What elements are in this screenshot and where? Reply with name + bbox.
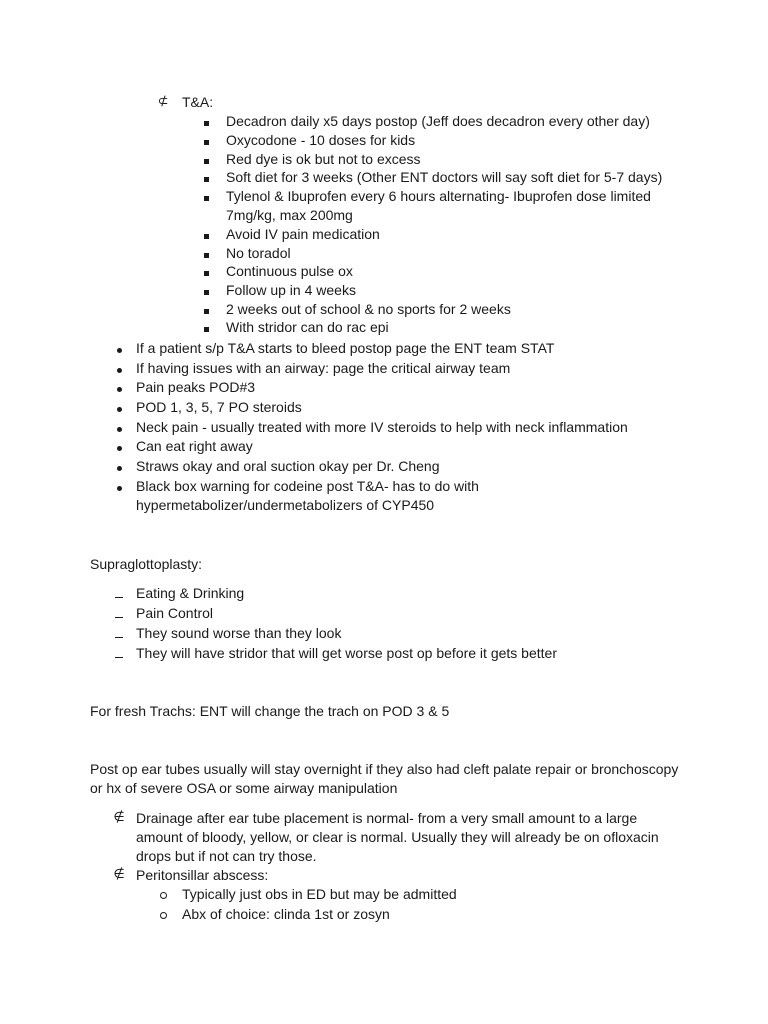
list-item-continuation: 7mg/kg, max 200mg — [226, 207, 353, 223]
list-item: Can eat right away — [136, 438, 253, 454]
list-item: They sound worse than they look — [136, 625, 342, 641]
list-item: Drainage after ear tube placement is normal- from a very small amount to a large — [136, 810, 638, 826]
list-item: 2 weeks out of school & no sports for 2 weeks — [226, 301, 511, 317]
list-item: Eating & Drinking — [136, 585, 245, 601]
list-item: Straws okay and oral suction okay per Dr. Cheng — [136, 458, 440, 474]
list-item: Oxycodone - 10 doses for kids — [226, 132, 416, 148]
square-bullet-icon — [199, 225, 213, 243]
list-item: POD 1, 3, 5, 7 PO steroids — [136, 399, 302, 415]
square-bullet-icon — [199, 300, 213, 318]
round-bullet-icon — [112, 359, 126, 377]
dash-bullet-icon — [112, 644, 126, 662]
ta-heading: T&A: — [182, 94, 214, 110]
list-item: Abx of choice: clinda 1st or zosyn — [182, 906, 390, 922]
trachs-paragraph: For fresh Trachs: ENT will change the trach on POD 3 & 5 — [90, 703, 450, 719]
ear-tubes-paragraph: Post op ear tubes usually will stay overnight if they also had cleft palate repair or bronchoscopy — [90, 761, 679, 777]
list-item: If having issues with an airway: page the critical airway team — [136, 360, 511, 376]
list-item: Pain peaks POD#3 — [136, 379, 256, 395]
round-bullet-icon — [112, 437, 126, 455]
list-item: Decadron daily x5 days postop (Jeff does decadron every other day) — [226, 113, 650, 129]
not-element-bullet-icon: ∉ — [113, 867, 125, 882]
round-bullet-icon — [112, 378, 126, 396]
list-item: Typically just obs in ED but may be admitted — [182, 886, 457, 902]
circle-bullet-icon — [156, 885, 170, 903]
round-bullet-icon — [112, 398, 126, 416]
list-item: With stridor can do rac epi — [226, 319, 389, 335]
round-bullet-icon — [112, 418, 126, 436]
dash-bullet-icon — [112, 584, 126, 602]
section-heading: Supraglottoplasty: — [90, 556, 203, 572]
list-item: Black box warning for codeine post T&A- has to do with — [136, 478, 479, 494]
square-bullet-icon — [199, 318, 213, 336]
list-item-continuation: amount of bloody, yellow, or clear is normal. Usually they will already be on ofloxacin — [136, 829, 659, 845]
list-item-continuation: drops but if not can try those. — [136, 848, 317, 864]
list-item: Tylenol & Ibuprofen every 6 hours alternating- Ibuprofen dose limited — [226, 188, 651, 204]
ta-marker: ⊄ — [157, 94, 169, 109]
list-item: Peritonsillar abscess: — [136, 867, 269, 883]
square-bullet-icon — [199, 112, 213, 130]
square-bullet-icon — [199, 131, 213, 149]
square-bullet-icon — [199, 168, 213, 186]
list-item: Red dye is ok but not to excess — [226, 151, 421, 167]
dash-bullet-icon — [112, 604, 126, 622]
list-item: They will have stridor that will get worse post op before it gets better — [136, 645, 557, 661]
square-bullet-icon — [199, 281, 213, 299]
list-item: Avoid IV pain medication — [226, 226, 380, 242]
square-bullet-icon — [199, 262, 213, 280]
circle-bullet-icon — [156, 905, 170, 923]
square-bullet-icon — [199, 187, 213, 205]
square-bullet-icon — [199, 244, 213, 262]
list-item: No toradol — [226, 245, 291, 261]
list-item: Soft diet for 3 weeks (Other ENT doctors will say soft diet for 5-7 days) — [226, 169, 663, 185]
list-item: Continuous pulse ox — [226, 263, 353, 279]
not-element-bullet-icon: ∉ — [113, 810, 125, 825]
round-bullet-icon — [112, 339, 126, 357]
ear-tubes-paragraph-continuation: or hx of severe OSA or some airway manipulation — [90, 780, 398, 796]
round-bullet-icon — [112, 477, 126, 495]
list-item: Pain Control — [136, 605, 214, 621]
square-bullet-icon — [199, 150, 213, 168]
list-item: Follow up in 4 weeks — [226, 282, 356, 298]
list-item: If a patient s/p T&A starts to bleed postop page the ENT team STAT — [136, 340, 555, 356]
list-item-continuation: hypermetabolizer/undermetabolizers of CYP450 — [136, 497, 435, 513]
round-bullet-icon — [112, 457, 126, 475]
list-item: Neck pain - usually treated with more IV steroids to help with neck inflammation — [136, 419, 628, 435]
dash-bullet-icon — [112, 624, 126, 642]
